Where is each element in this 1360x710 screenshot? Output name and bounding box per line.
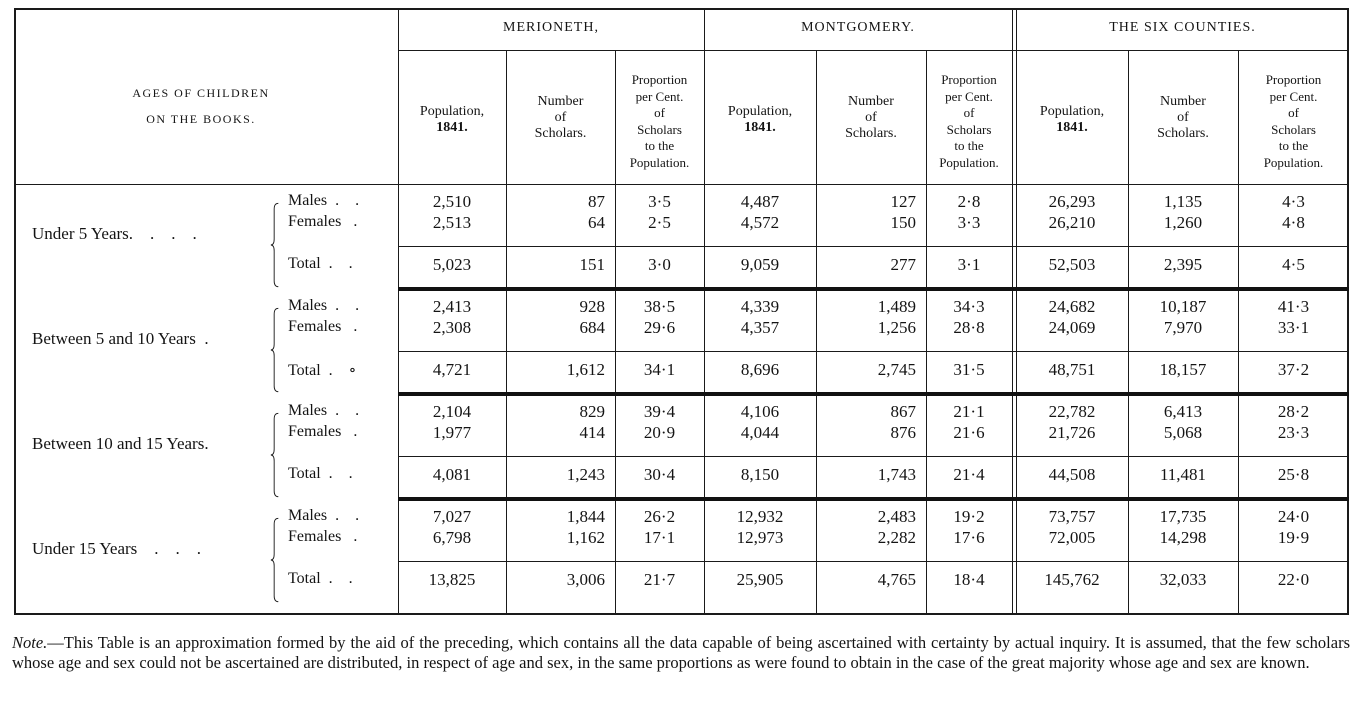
table-cell: 17·6 [953, 528, 985, 547]
males-row-label: Males . . [288, 297, 360, 314]
county-divider-rule [1012, 10, 1013, 615]
table-cell: 21·1 [953, 402, 985, 421]
table-cell: 24,069 [1048, 318, 1096, 337]
table-cell: 2,308 [432, 318, 472, 337]
table-cell: 3·3 [957, 213, 981, 232]
table-cell: 21·4 [953, 465, 985, 484]
females-row-label: Females . [288, 528, 358, 545]
table-cell: 2,745 [877, 360, 916, 379]
table-cell: 2·5 [648, 213, 671, 232]
total-row-label: Total . ∘ [288, 362, 357, 379]
table-cell: 8,150 [740, 465, 780, 484]
proportion-heading: Proportion per Cent. of Scholars to the Population. [1263, 72, 1324, 170]
population-heading: Population, 1841. [419, 104, 485, 135]
table-cell: 20·9 [643, 423, 676, 442]
table-cell: 52,503 [1048, 255, 1096, 274]
table-cell: 87 [588, 192, 605, 211]
total-rule [398, 456, 1349, 457]
table-cell: 30·4 [643, 465, 676, 484]
population-heading: Population, 1841. [1039, 104, 1105, 135]
total-rule [398, 561, 1349, 562]
total-row-label: Total . . [288, 255, 353, 272]
table-cell: 1,256 [877, 318, 916, 337]
table-cell: 4,721 [432, 360, 472, 379]
table-cell: 4,357 [740, 318, 780, 337]
table-cell: 9,059 [740, 255, 780, 274]
table-cell: 1,162 [566, 528, 605, 547]
table-cell: 150 [890, 213, 916, 232]
table-cell: 12,973 [736, 528, 784, 547]
table-cell: 31·5 [953, 360, 985, 379]
group-separator [398, 392, 1349, 396]
table-cell: 72,005 [1048, 528, 1096, 547]
table-cell: 2,282 [877, 528, 916, 547]
table-cell: 5,023 [432, 255, 472, 274]
table-cell: 37·2 [1277, 360, 1310, 379]
table-cell: 1,135 [1163, 192, 1203, 211]
table-cell: 26,210 [1048, 213, 1096, 232]
table-cell: 3,006 [566, 570, 605, 589]
table-cell: 34·1 [643, 360, 676, 379]
table-cell: 38·5 [643, 297, 676, 316]
age-group-label: Under 5 Years. . . . [32, 224, 197, 243]
table-cell: 22·0 [1277, 570, 1310, 589]
footnote-lead: Note. [12, 633, 48, 652]
table-cell: 1,743 [877, 465, 916, 484]
total-rule [398, 351, 1349, 352]
table-cell: 41·3 [1277, 297, 1310, 316]
population-heading: Population, 1841. [727, 104, 793, 135]
table-cell: 4·5 [1282, 255, 1305, 274]
scholars-heading: Number of Scholars. [1157, 94, 1209, 141]
table-cell: 4·3 [1282, 192, 1305, 211]
table-cell: 12,932 [736, 507, 784, 526]
table-cell: 22,782 [1048, 402, 1096, 421]
table-cell: 21,726 [1048, 423, 1096, 442]
table-cell: 19·2 [953, 507, 985, 526]
table-cell: 3·0 [648, 255, 671, 274]
table-cell: 34·3 [953, 297, 985, 316]
table-cell: 1,489 [877, 297, 916, 316]
table-cell: 277 [890, 255, 916, 274]
table-cell: 4,765 [877, 570, 916, 589]
females-row-label: Females . [288, 318, 358, 335]
header-bottom-rule [16, 184, 1349, 185]
table-cell: 684 [579, 318, 605, 337]
table-cell: 64 [588, 213, 605, 232]
table-cell: 2·8 [957, 192, 981, 211]
males-row-label: Males . . [288, 402, 360, 419]
table-cell: 2,483 [877, 507, 916, 526]
age-column-heading [76, 80, 326, 132]
table-cell: 39·4 [643, 402, 676, 421]
males-row-label: Males . . [288, 192, 360, 209]
table-cell: 14,298 [1159, 528, 1207, 547]
table-cell: 876 [890, 423, 916, 442]
table-cell: 28·2 [1277, 402, 1310, 421]
table-cell: 4,106 [740, 402, 780, 421]
table-cell: 29·6 [643, 318, 676, 337]
table-cell: 6,413 [1163, 402, 1203, 421]
table-cell: 1,612 [566, 360, 605, 379]
table-cell: 4,572 [740, 213, 780, 232]
brace-icon [270, 299, 280, 401]
age-group-label: Under 15 Years . . . [32, 539, 202, 558]
county-title-montgomery: MONTGOMERY. [801, 20, 915, 35]
table-cell: 21·7 [643, 570, 676, 589]
brace-icon [270, 194, 280, 296]
table-cell: 10,187 [1159, 297, 1207, 316]
table-cell: 1,243 [566, 465, 605, 484]
total-row-label: Total . . [288, 465, 353, 482]
table-cell: 1,260 [1163, 213, 1203, 232]
table-cell: 26,293 [1048, 192, 1096, 211]
table-cell: 2,395 [1163, 255, 1203, 274]
table-cell: 25,905 [736, 570, 784, 589]
scholars-heading: Number of Scholars. [845, 94, 897, 141]
footnote-text: —This Table is an approximation formed by the aid of the preceding, which contains all the data capable of being ascertained with certainty by actual inquiry. It is assumed, that the few scholars whose age and sex could not be ascertained are distributed, in respect of age and sex, in the same proportions as were found to obtain in the case of the great majority whose age and sex are known. [12, 633, 1350, 672]
table-cell: 151 [579, 255, 605, 274]
table-cell: 24,682 [1048, 297, 1096, 316]
table-cell: 1,844 [566, 507, 605, 526]
group-separator [398, 287, 1349, 291]
scholars-heading: Number of Scholars. [534, 94, 587, 141]
table-cell: 33·1 [1277, 318, 1310, 337]
table-cell: 145,762 [1044, 570, 1100, 589]
footnote [12, 633, 1350, 673]
table-cell: 2,413 [432, 297, 472, 316]
brace-icon [270, 404, 280, 506]
table-cell: 48,751 [1048, 360, 1096, 379]
table-cell: 7,027 [432, 507, 472, 526]
table-cell: 4,339 [740, 297, 780, 316]
table-cell: 28·8 [953, 318, 985, 337]
county-title-six-counties: THE SIX COUNTIES. [1109, 20, 1256, 35]
table-cell: 32,033 [1159, 570, 1207, 589]
table-cell: 24·0 [1277, 507, 1310, 526]
table-cell: 4,044 [740, 423, 780, 442]
total-row-label: Total . . [288, 570, 353, 587]
table-cell: 3·1 [957, 255, 981, 274]
table-cell: 4·8 [1282, 213, 1305, 232]
table-cell: 127 [890, 192, 916, 211]
table-cell: 829 [579, 402, 605, 421]
table-cell: 414 [579, 423, 605, 442]
total-rule [398, 246, 1349, 247]
table-cell: 21·6 [953, 423, 985, 442]
age-heading-line-1: AGES OF CHILDREN [132, 86, 270, 100]
proportion-heading: Proportion per Cent. of Scholars to the Population. [629, 72, 690, 170]
proportion-heading: Proportion per Cent. of Scholars to the Population. [939, 72, 999, 170]
females-row-label: Females . [288, 423, 358, 440]
table-cell: 44,508 [1048, 465, 1096, 484]
table-cell: 4,487 [740, 192, 780, 211]
table-cell: 18,157 [1159, 360, 1207, 379]
table-cell: 17,735 [1159, 507, 1207, 526]
females-row-label: Females . [288, 213, 358, 230]
table-cell: 2,513 [432, 213, 472, 232]
table-cell: 17·1 [643, 528, 676, 547]
age-group-label: Between 5 and 10 Years . [32, 329, 209, 348]
table-cell: 18·4 [953, 570, 985, 589]
age-heading-line-2: ON THE BOOKS. [146, 112, 256, 126]
table-cell: 867 [890, 402, 916, 421]
table-cell: 25·8 [1277, 465, 1310, 484]
table-cell: 26·2 [643, 507, 676, 526]
county-title-merioneth: MERIONETH, [503, 20, 599, 35]
table-cell: 6,798 [432, 528, 472, 547]
males-row-label: Males . . [288, 507, 360, 524]
statistical-table [14, 8, 1349, 615]
age-group-label: Between 10 and 15 Years. [32, 434, 209, 453]
table-cell: 23·3 [1277, 423, 1310, 442]
table-cell: 3·5 [648, 192, 671, 211]
table-cell: 1,977 [432, 423, 472, 442]
table-cell: 2,104 [432, 402, 472, 421]
brace-icon [270, 509, 280, 611]
table-cell: 928 [579, 297, 605, 316]
table-cell: 2,510 [432, 192, 472, 211]
table-cell: 5,068 [1163, 423, 1203, 442]
table-cell: 73,757 [1048, 507, 1096, 526]
group-separator [398, 497, 1349, 501]
table-cell: 8,696 [740, 360, 780, 379]
table-cell: 11,481 [1159, 465, 1207, 484]
table-cell: 4,081 [432, 465, 472, 484]
table-cell: 13,825 [428, 570, 476, 589]
table-cell: 7,970 [1163, 318, 1203, 337]
table-cell: 19·9 [1277, 528, 1310, 547]
county-header-rule [398, 50, 1349, 51]
